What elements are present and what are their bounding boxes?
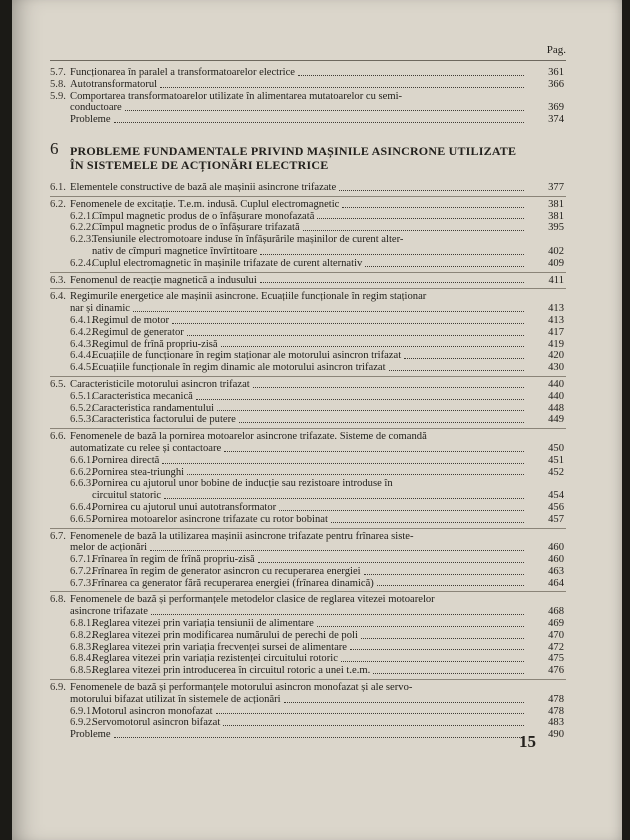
entry-number: 6.2.1. bbox=[70, 210, 94, 222]
dot-leader bbox=[361, 638, 524, 639]
toc-subentry bbox=[50, 665, 566, 677]
entry-title-line bbox=[92, 339, 526, 351]
entry-title-text: Regimurile energetice ale mașinii asincrone. Ecuațiile funcționale în regim staționar bbox=[70, 291, 427, 303]
section-divider bbox=[50, 196, 566, 197]
entry-title-text: Caracteristicile motorului asincron trifazat bbox=[70, 378, 250, 390]
entry-page-number: 456 bbox=[548, 501, 564, 513]
entry-title-line bbox=[92, 514, 526, 526]
entry-title-text: motorului bifazat utilizat în sistemele de acționări bbox=[70, 693, 281, 705]
pag-label: Pag. bbox=[546, 44, 566, 56]
entry-page-number: 476 bbox=[548, 665, 564, 677]
entry-number: 6.8.1. bbox=[70, 618, 94, 630]
entry-title-text: Servomotorul asincron bifazat bbox=[92, 717, 221, 729]
dot-leader bbox=[196, 399, 524, 400]
entry-page-number: 478 bbox=[548, 693, 564, 705]
entry-page-number: 402 bbox=[548, 245, 564, 257]
entry-title-text: Fenomenele de bază și performanțele metodelor clasice de reglarea vitezei motoarelor bbox=[70, 594, 435, 606]
entry-number: 6.7.2. bbox=[70, 565, 94, 577]
entry-title-line bbox=[70, 182, 526, 194]
toc-entry bbox=[50, 199, 566, 211]
toc-entry bbox=[50, 79, 566, 91]
toc-subentry bbox=[50, 414, 566, 426]
entry-title-line bbox=[92, 618, 526, 630]
toc-entry bbox=[50, 291, 566, 315]
entry-title-line bbox=[92, 578, 526, 590]
dot-leader bbox=[317, 626, 524, 627]
entry-title-text: Probleme bbox=[70, 114, 111, 126]
entry-number: 6.2.3. bbox=[70, 234, 94, 246]
entry-number: 6.6.5. bbox=[70, 513, 94, 525]
entry-title-text: Cuplul electromagnetic în mașinile trifazate de curent alternativ bbox=[92, 257, 363, 269]
entry-page-number: 478 bbox=[548, 705, 564, 717]
entry-title-line bbox=[70, 531, 526, 543]
toc-subentry bbox=[50, 327, 566, 339]
dot-leader bbox=[341, 661, 524, 662]
dot-leader bbox=[125, 110, 524, 111]
toc-subentry bbox=[50, 362, 566, 374]
entry-title-text: Caracteristica factorului de putere bbox=[92, 414, 236, 426]
entry-page-number: 419 bbox=[548, 338, 564, 350]
dot-leader bbox=[317, 218, 524, 219]
toc-entry bbox=[50, 379, 566, 391]
dot-leader bbox=[258, 562, 524, 563]
entry-page-number: 452 bbox=[548, 466, 564, 478]
entry-title-line bbox=[92, 391, 526, 403]
entry-title-line bbox=[70, 199, 526, 211]
toc-entry bbox=[50, 431, 566, 455]
toc-subentry bbox=[50, 350, 566, 362]
entry-page-number: 460 bbox=[548, 542, 564, 554]
entry-number: 6.9.1. bbox=[70, 705, 94, 717]
dot-leader bbox=[404, 358, 524, 359]
entry-page-number: 374 bbox=[548, 114, 564, 126]
dot-leader bbox=[260, 254, 524, 255]
entry-title-text: Frînarea în regim de generator asincron cu recuperarea energiei bbox=[92, 565, 361, 577]
entry-page-number: 470 bbox=[548, 629, 564, 641]
toc-entry bbox=[50, 182, 566, 194]
entry-number: 6.5.3. bbox=[70, 414, 94, 426]
entry-title-line bbox=[92, 455, 526, 467]
dot-leader bbox=[260, 282, 524, 283]
entry-title-line bbox=[92, 467, 526, 479]
dot-leader bbox=[221, 346, 524, 347]
entry-title-text: conductoare bbox=[70, 102, 122, 114]
entry-title-text: Fenomenul de reacție magnetică a indusului bbox=[70, 274, 257, 286]
entry-title-text: Reglarea vitezei prin variația tensiunii de alimentare bbox=[92, 618, 314, 630]
toc-subentry bbox=[50, 618, 566, 630]
dot-leader bbox=[339, 190, 524, 191]
entry-title-text: Elementele constructive de bază ale mașinii asincrone trifazate bbox=[70, 181, 337, 193]
dot-leader bbox=[298, 75, 524, 76]
entry-title-text: Caracteristica randamentului bbox=[92, 402, 215, 414]
entry-title-line bbox=[92, 234, 526, 246]
chapter-number: 6 bbox=[50, 138, 59, 158]
page-number: 15 bbox=[519, 732, 536, 751]
section-divider bbox=[50, 679, 566, 680]
entry-page-number: 449 bbox=[548, 414, 564, 426]
entry-title-line bbox=[70, 443, 526, 455]
entry-page-number: 457 bbox=[548, 513, 564, 525]
entry-page-number: 464 bbox=[548, 577, 564, 589]
entry-title-line bbox=[92, 258, 526, 270]
entry-title-text: Comportarea transformatoarelor utilizate în alimentarea mutatoarelor cu semi- bbox=[70, 90, 403, 102]
entry-title-text: Tensiunile electromotoare induse în înfășurările mașinilor de curent alter- bbox=[92, 234, 404, 246]
entry-title-text: Reglarea vitezei prin variația rezistenței circuitului rotoric bbox=[92, 653, 338, 665]
entry-title-text: Pornirea cu ajutorul unui autotransformator bbox=[92, 501, 277, 513]
entry-page-number: 450 bbox=[548, 442, 564, 454]
entry-title-text: Regimul de generator bbox=[92, 326, 184, 338]
entry-title-line bbox=[92, 717, 526, 729]
dot-leader bbox=[150, 550, 524, 551]
chapter-title-line-1: PROBLEME FUNDAMENTALE PRIVIND MAȘINILE ASINCRONE UTILIZATE bbox=[70, 143, 517, 158]
entry-number: 6.6.4. bbox=[70, 501, 94, 513]
dot-leader bbox=[365, 266, 524, 267]
toc-entry bbox=[50, 682, 566, 706]
entry-title-text: automatizate cu relee și contactoare bbox=[70, 442, 222, 454]
entry-title-line bbox=[70, 291, 526, 303]
entry-title-line bbox=[92, 403, 526, 415]
entry-number: 6.6.2. bbox=[70, 466, 94, 478]
entry-title-text: Fenomenele de bază la utilizarea mașinii asincrone trifazate pentru frînarea siste- bbox=[70, 530, 414, 542]
toc-subentry bbox=[50, 554, 566, 566]
entry-title-line bbox=[92, 566, 526, 578]
entry-title-text: Pornirea stea-triunghi bbox=[92, 466, 185, 478]
entry-page-number: 440 bbox=[548, 390, 564, 402]
toc-subentry bbox=[50, 502, 566, 514]
entry-title-line bbox=[70, 67, 526, 79]
chapter-heading bbox=[50, 138, 566, 172]
entry-title-text: Reglarea vitezei prin variația frecvenței sursei de alimentare bbox=[92, 641, 348, 653]
toc-subentry bbox=[50, 234, 566, 258]
entry-number: 6.2.4. bbox=[70, 257, 94, 269]
entry-page-number: 460 bbox=[548, 554, 564, 566]
entry-title-line bbox=[70, 114, 526, 126]
entry-title-text: Reglarea vitezei prin introducerea în circuitul rotoric a unei t.e.m. bbox=[92, 665, 371, 677]
toc-subentry bbox=[50, 642, 566, 654]
entry-title-text: Cîmpul magnetic produs de o înfășurare monofazată bbox=[92, 210, 315, 222]
section-divider bbox=[50, 288, 566, 289]
entry-number: 6.6.3. bbox=[70, 478, 94, 490]
dot-leader bbox=[216, 713, 524, 714]
entry-title-line bbox=[92, 414, 526, 426]
dot-leader bbox=[389, 370, 524, 371]
entry-title-line bbox=[92, 630, 526, 642]
entry-title-text: Probleme bbox=[70, 729, 111, 741]
entry-number: 6.7.3. bbox=[70, 577, 94, 589]
entry-page-number: 468 bbox=[548, 606, 564, 618]
dot-leader bbox=[284, 702, 524, 703]
entry-title-text: Ecuațiile de funcționare în regim staționar ale motorului asincron trifazat bbox=[92, 350, 402, 362]
dot-leader bbox=[364, 574, 524, 575]
entry-number: 5.8. bbox=[50, 78, 66, 90]
entry-title-text: Funcționarea în paralel a transformatoarelor electrice bbox=[70, 67, 295, 78]
entry-title-line bbox=[70, 275, 526, 287]
toc-subentry bbox=[50, 258, 566, 270]
toc-subentry bbox=[50, 717, 566, 729]
toc-entry bbox=[50, 67, 566, 79]
entry-title-text: Ecuațiile funcționale în regim dinamic ale motorului asincron trifazat bbox=[92, 362, 386, 374]
entry-title-line bbox=[92, 478, 526, 490]
toc-entry bbox=[50, 275, 566, 287]
entry-page-number: 409 bbox=[548, 257, 564, 269]
toc-subentry bbox=[50, 455, 566, 467]
entry-page-number: 377 bbox=[548, 181, 564, 193]
entry-title-line bbox=[92, 653, 526, 665]
entry-title-text: Pornirea cu ajutorul unor bobine de inducție sau rezistoare introduse în bbox=[92, 478, 393, 490]
dot-leader bbox=[377, 585, 524, 586]
entry-page-number: 490 bbox=[548, 729, 564, 741]
entry-title-line bbox=[92, 502, 526, 514]
dot-leader bbox=[224, 451, 524, 452]
entry-title-text: Reglarea vitezei prin modificarea numărului de perechi de poli bbox=[92, 629, 358, 641]
dot-leader bbox=[253, 387, 524, 388]
entry-number: 6.5. bbox=[50, 378, 66, 390]
entry-title-text: Pornirea directă bbox=[92, 454, 160, 466]
entry-title-text: melor de acționări bbox=[70, 542, 148, 554]
entry-title-text: Autotransformatorul bbox=[70, 78, 158, 90]
entry-title-line bbox=[92, 490, 526, 502]
entry-title-text: Cîmpul magnetic produs de o înfășurare trifazată bbox=[92, 222, 300, 234]
entry-page-number: 472 bbox=[548, 641, 564, 653]
entry-title-line bbox=[92, 246, 526, 258]
dot-leader bbox=[162, 463, 524, 464]
entry-page-number: 369 bbox=[548, 102, 564, 114]
entry-number: 6.6. bbox=[50, 431, 66, 443]
previous-chapter-entries bbox=[50, 67, 566, 126]
toc-subentry bbox=[50, 391, 566, 403]
toc-subentry bbox=[50, 478, 566, 502]
entry-number: 6.7. bbox=[50, 530, 66, 542]
dot-leader bbox=[239, 422, 524, 423]
entry-title-line bbox=[92, 554, 526, 566]
dot-leader bbox=[217, 410, 524, 411]
entry-title-line bbox=[70, 431, 526, 443]
section-divider bbox=[50, 591, 566, 592]
entry-number: 6.8. bbox=[50, 594, 66, 606]
entry-title-line bbox=[92, 211, 526, 223]
entry-page-number: 483 bbox=[548, 717, 564, 729]
dot-leader bbox=[160, 87, 524, 88]
entry-page-number: 475 bbox=[548, 653, 564, 665]
entry-number: 6.8.4. bbox=[70, 653, 94, 665]
entry-title-text: Fenomenele de bază și performanțele motorului asincron monofazat și ale servo- bbox=[70, 682, 413, 694]
entry-number: 6.8.3. bbox=[70, 641, 94, 653]
table-of-contents bbox=[50, 44, 566, 741]
dot-leader bbox=[133, 311, 524, 312]
entry-number: 6.2.2. bbox=[70, 222, 94, 234]
entry-title-line bbox=[70, 102, 526, 114]
entry-title-text: nar și dinamic bbox=[70, 303, 131, 315]
entry-title-text: asincrone trifazate bbox=[70, 606, 148, 618]
entry-title-text: Caracteristica mecanică bbox=[92, 390, 193, 402]
dot-leader bbox=[172, 323, 524, 324]
entry-number: 6.4. bbox=[50, 291, 66, 303]
entry-page-number: 413 bbox=[548, 303, 564, 315]
entry-number: 5.9. bbox=[50, 90, 66, 102]
toc-entry bbox=[50, 594, 566, 618]
dot-leader bbox=[331, 522, 524, 523]
chapter-entries bbox=[50, 182, 566, 741]
toc-subentry bbox=[50, 706, 566, 718]
dot-leader bbox=[164, 498, 524, 499]
dot-leader bbox=[114, 122, 524, 123]
entry-title-line bbox=[70, 379, 526, 391]
entry-number: 6.6.1. bbox=[70, 454, 94, 466]
entry-page-number: 417 bbox=[548, 326, 564, 338]
dot-leader bbox=[279, 510, 524, 511]
entry-title-text: nativ de cîmpuri magnetice învîrtitoare bbox=[92, 245, 258, 257]
entry-page-number: 448 bbox=[548, 402, 564, 414]
entry-page-number: 381 bbox=[548, 210, 564, 222]
entry-title-line bbox=[92, 350, 526, 362]
entry-title-line bbox=[70, 694, 526, 706]
entry-title-line bbox=[92, 362, 526, 374]
entry-title-line bbox=[92, 327, 526, 339]
dot-leader bbox=[303, 230, 524, 231]
entry-page-number: 366 bbox=[548, 78, 564, 90]
entry-number: 6.1. bbox=[50, 181, 66, 193]
entry-number: 6.5.1. bbox=[70, 390, 94, 402]
section-divider bbox=[50, 272, 566, 273]
entry-number: 6.4.4. bbox=[70, 350, 94, 362]
entry-number: 6.9.2. bbox=[70, 717, 94, 729]
entry-title-line bbox=[92, 706, 526, 718]
entry-page-number: 395 bbox=[548, 222, 564, 234]
entry-page-number: 440 bbox=[548, 378, 564, 390]
entry-title-line bbox=[92, 222, 526, 234]
entry-title-text: circuitul statoric bbox=[92, 490, 162, 502]
dot-leader bbox=[187, 474, 524, 475]
dot-leader bbox=[342, 207, 524, 208]
entry-title-line bbox=[70, 594, 526, 606]
entry-page-number: 361 bbox=[548, 67, 564, 78]
dot-leader bbox=[151, 614, 524, 615]
toc-subentry bbox=[50, 222, 566, 234]
section-divider bbox=[50, 428, 566, 429]
entry-title-line bbox=[70, 542, 526, 554]
entry-page-number: 451 bbox=[548, 454, 564, 466]
entry-title-line bbox=[92, 642, 526, 654]
toc-entry bbox=[50, 114, 566, 126]
dot-leader bbox=[350, 649, 524, 650]
entry-title-text: Fenomenele de excitație. T.e.m. indusă. Cuplul electromagnetic bbox=[70, 198, 340, 210]
entry-page-number: 454 bbox=[548, 490, 564, 502]
entry-title-text: Pornirea motoarelor asincrone trifazate cu rotor bobinat bbox=[92, 513, 328, 525]
toc-entry bbox=[50, 531, 566, 555]
entry-number: 6.3. bbox=[50, 274, 66, 286]
dot-leader bbox=[223, 725, 524, 726]
section-divider bbox=[50, 376, 566, 377]
entry-number: 6.2. bbox=[50, 198, 66, 210]
entry-number: 6.9. bbox=[50, 682, 66, 694]
toc-subentry bbox=[50, 211, 566, 223]
dot-leader bbox=[114, 737, 524, 738]
entry-page-number: 381 bbox=[548, 198, 564, 210]
entry-page-number: 413 bbox=[548, 314, 564, 326]
dot-leader bbox=[373, 673, 524, 674]
entry-number: 6.4.1. bbox=[70, 314, 94, 326]
entry-title-line bbox=[70, 729, 526, 741]
entry-title-text: Frînarea în regim de frînă propriu-zisă bbox=[92, 554, 255, 566]
entry-title-line bbox=[70, 682, 526, 694]
entry-title-text: Regimul de motor bbox=[92, 314, 170, 326]
entry-number: 6.7.1. bbox=[70, 554, 94, 566]
entry-title-line bbox=[70, 303, 526, 315]
entry-number: 6.4.3. bbox=[70, 338, 94, 350]
entry-page-number: 420 bbox=[548, 350, 564, 362]
entry-page-number: 430 bbox=[548, 362, 564, 374]
entry-title-text: Fenomenele de bază la pornirea motoarelor asincrone trifazate. Sisteme de comandă bbox=[70, 431, 427, 443]
entry-title-line bbox=[70, 606, 526, 618]
entry-title-line bbox=[70, 79, 526, 91]
toc-subentry bbox=[50, 403, 566, 415]
toc-subentry bbox=[50, 315, 566, 327]
toc-subentry bbox=[50, 339, 566, 351]
entry-title-line bbox=[70, 91, 526, 103]
entry-title-line bbox=[92, 665, 526, 677]
toc-subentry bbox=[50, 578, 566, 590]
entry-title-text: Regimul de frînă propriu-zisă bbox=[92, 338, 218, 350]
entry-number: 6.8.5. bbox=[70, 665, 94, 677]
toc-subentry bbox=[50, 630, 566, 642]
entry-number: 5.7. bbox=[50, 67, 66, 78]
entry-title-text: Motorul asincron monofazat bbox=[92, 705, 213, 717]
entry-number: 6.4.5. bbox=[70, 362, 94, 374]
entry-page-number: 469 bbox=[548, 618, 564, 630]
page-column-header bbox=[50, 44, 566, 61]
section-divider bbox=[50, 528, 566, 529]
entry-page-number: 463 bbox=[548, 565, 564, 577]
entry-title-text: Frînarea ca generator fără recuperarea energiei (frînarea dinamică) bbox=[92, 577, 374, 589]
toc-entry bbox=[50, 91, 566, 115]
toc-subentry bbox=[50, 514, 566, 526]
toc-subentry bbox=[50, 566, 566, 578]
entry-number: 6.4.2. bbox=[70, 326, 94, 338]
entry-title-line bbox=[92, 315, 526, 327]
dot-leader bbox=[187, 335, 524, 336]
toc-entry bbox=[50, 729, 566, 741]
toc-subentry bbox=[50, 467, 566, 479]
entry-page-number: 411 bbox=[548, 274, 564, 286]
entry-number: 6.5.2. bbox=[70, 402, 94, 414]
book-page bbox=[12, 0, 622, 840]
toc-subentry bbox=[50, 653, 566, 665]
entry-number: 6.8.2. bbox=[70, 629, 94, 641]
chapter-title-line-2: ÎN SISTEMELE DE ACȚIONĂRI ELECTRICE bbox=[70, 157, 329, 172]
